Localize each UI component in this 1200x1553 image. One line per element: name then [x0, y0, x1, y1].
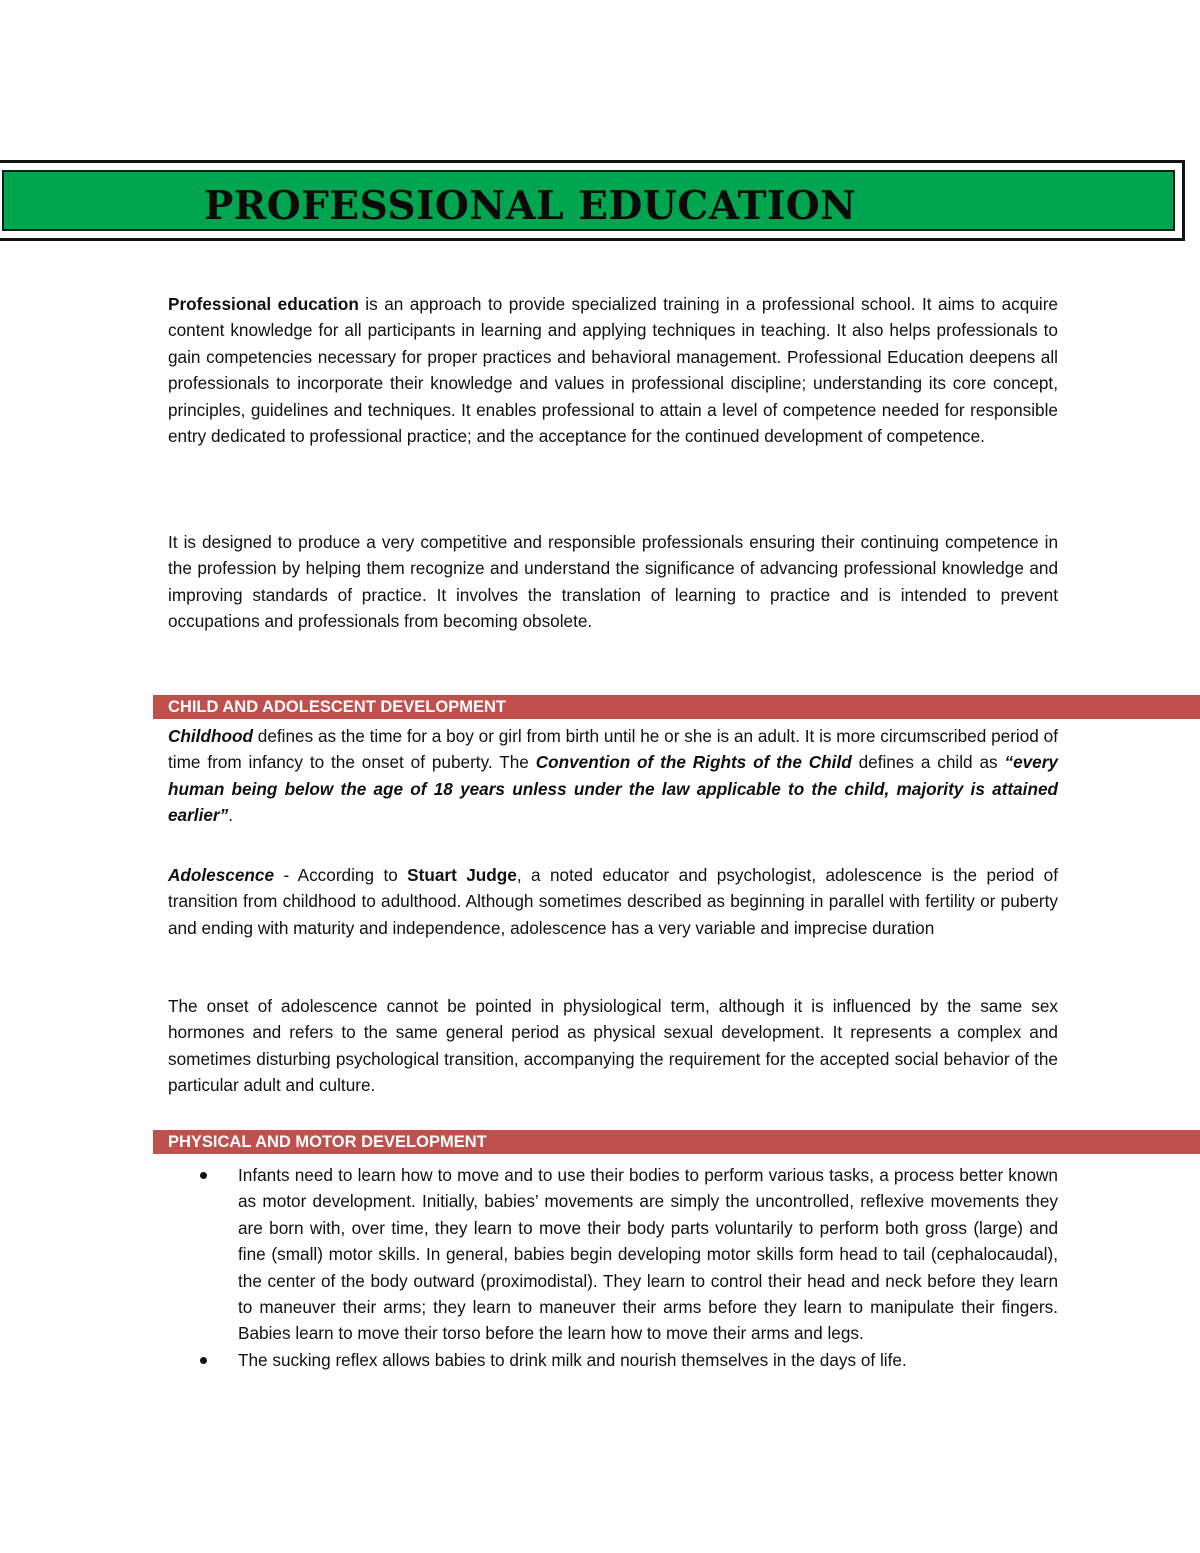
title-banner — [0, 160, 1185, 241]
quote-end: . — [228, 805, 233, 826]
convention-name: Convention of the Rights of the Child — [535, 752, 852, 773]
adolescence-intro: - According to — [274, 865, 408, 885]
list-item-text: Infants need to learn how to move and to use their bodies to perform various tasks, a process better known as motor development. Initially, babies’ movements are simply the uncontrolled, reflexive movements they are born with, over time, they learn to move their body parts voluntarily to perform both gross (large) and fine (small) motor skills. In general, babies begin developing motor skills form head to tail (cephalocaudal), the center of the body outward (proximodistal). They learn to control their head and neck before they learn to maneuver their arms; they learn to maneuver their arms before they learn to manipulate their fingers. Babies learn to move their torso before the learn how to move their arms and legs. — [238, 1165, 1058, 1344]
term-adolescence: Adolescence — [168, 865, 275, 885]
childhood-paragraph — [168, 723, 1058, 829]
name-stuart-judge: Stuart Judge — [407, 865, 517, 885]
childhood-text: defines as the time for a boy or girl from birth until he or she is an adult. It is more circumscribed period of time from infancy to the onset of puberty. The — [168, 726, 1058, 773]
physical-development-list — [168, 1162, 1058, 1373]
intro-paragraph-2: It is designed to produce a very competitive and responsible professionals ensuring their continuing competence in the profession by helping them recognize and understand the significance of advancing professional knowledge and improving standards of practice. It involves the translation of learning to practice and is intended to prevent occupations and professionals from becoming obsolete. — [168, 532, 1058, 632]
bullet-icon — [200, 1357, 207, 1364]
page-title: PROFESSIONAL EDUCATION — [204, 183, 857, 229]
adolescence-text: , a noted educator and psychologist, adolescence is the period of transition from childhood to adulthood. Although sometimes described as beginning in parallel with fertility or puberty and ending with maturity and independence, adolescence has a very variable and imprecise duration — [168, 865, 1058, 938]
section-heading-child-adolescent: CHILD AND ADOLESCENT DEVELOPMENT — [153, 695, 1200, 719]
intro-paragraph-1 — [168, 291, 1058, 449]
section-heading-physical-motor: PHYSICAL AND MOTOR DEVELOPMENT — [153, 1130, 1200, 1154]
term-childhood: Childhood — [168, 726, 253, 746]
list-item-text: The sucking reflex allows babies to drink milk and nourish themselves in the days of life. — [238, 1349, 907, 1370]
adolescence-paragraph — [168, 862, 1058, 941]
list-item — [168, 1162, 1058, 1347]
defines-text: defines a child as — [851, 752, 1005, 773]
term-professional-education: Professional education — [168, 294, 359, 314]
intro-paragraph-1-text: is an approach to provide specialized training in a professional school. It aims to acquire content knowledge for all participants in learning and applying techniques in teaching. It also helps professionals to gain competencies necessary for proper practices and behavioral management. Professional Education deepens all professionals to incorporate their knowledge and values in professional discipline; understanding its core concept, principles, guidelines and techniques. It enables professional to attain a level of competence needed for responsible entry dedicated to professional practice; and the acceptance for the continued development of competence. — [168, 294, 1058, 447]
title-banner-fill — [2, 170, 1175, 231]
adolescence-onset-paragraph: The onset of adolescence cannot be pointed in physiological term, although it is influenced by the same sex hormones and refers to the same general period as physical sexual development. It represents a complex and sometimes disturbing psychological transition, accompanying the requirement for the accepted social behavior of the particular adult and culture. — [168, 996, 1058, 1096]
child-definition-quote: “every human being below the age of 18 years unless under the law applicable to the child, majority is attained earlier” — [168, 752, 1058, 826]
list-item — [168, 1347, 1058, 1373]
bullet-icon — [200, 1172, 207, 1179]
